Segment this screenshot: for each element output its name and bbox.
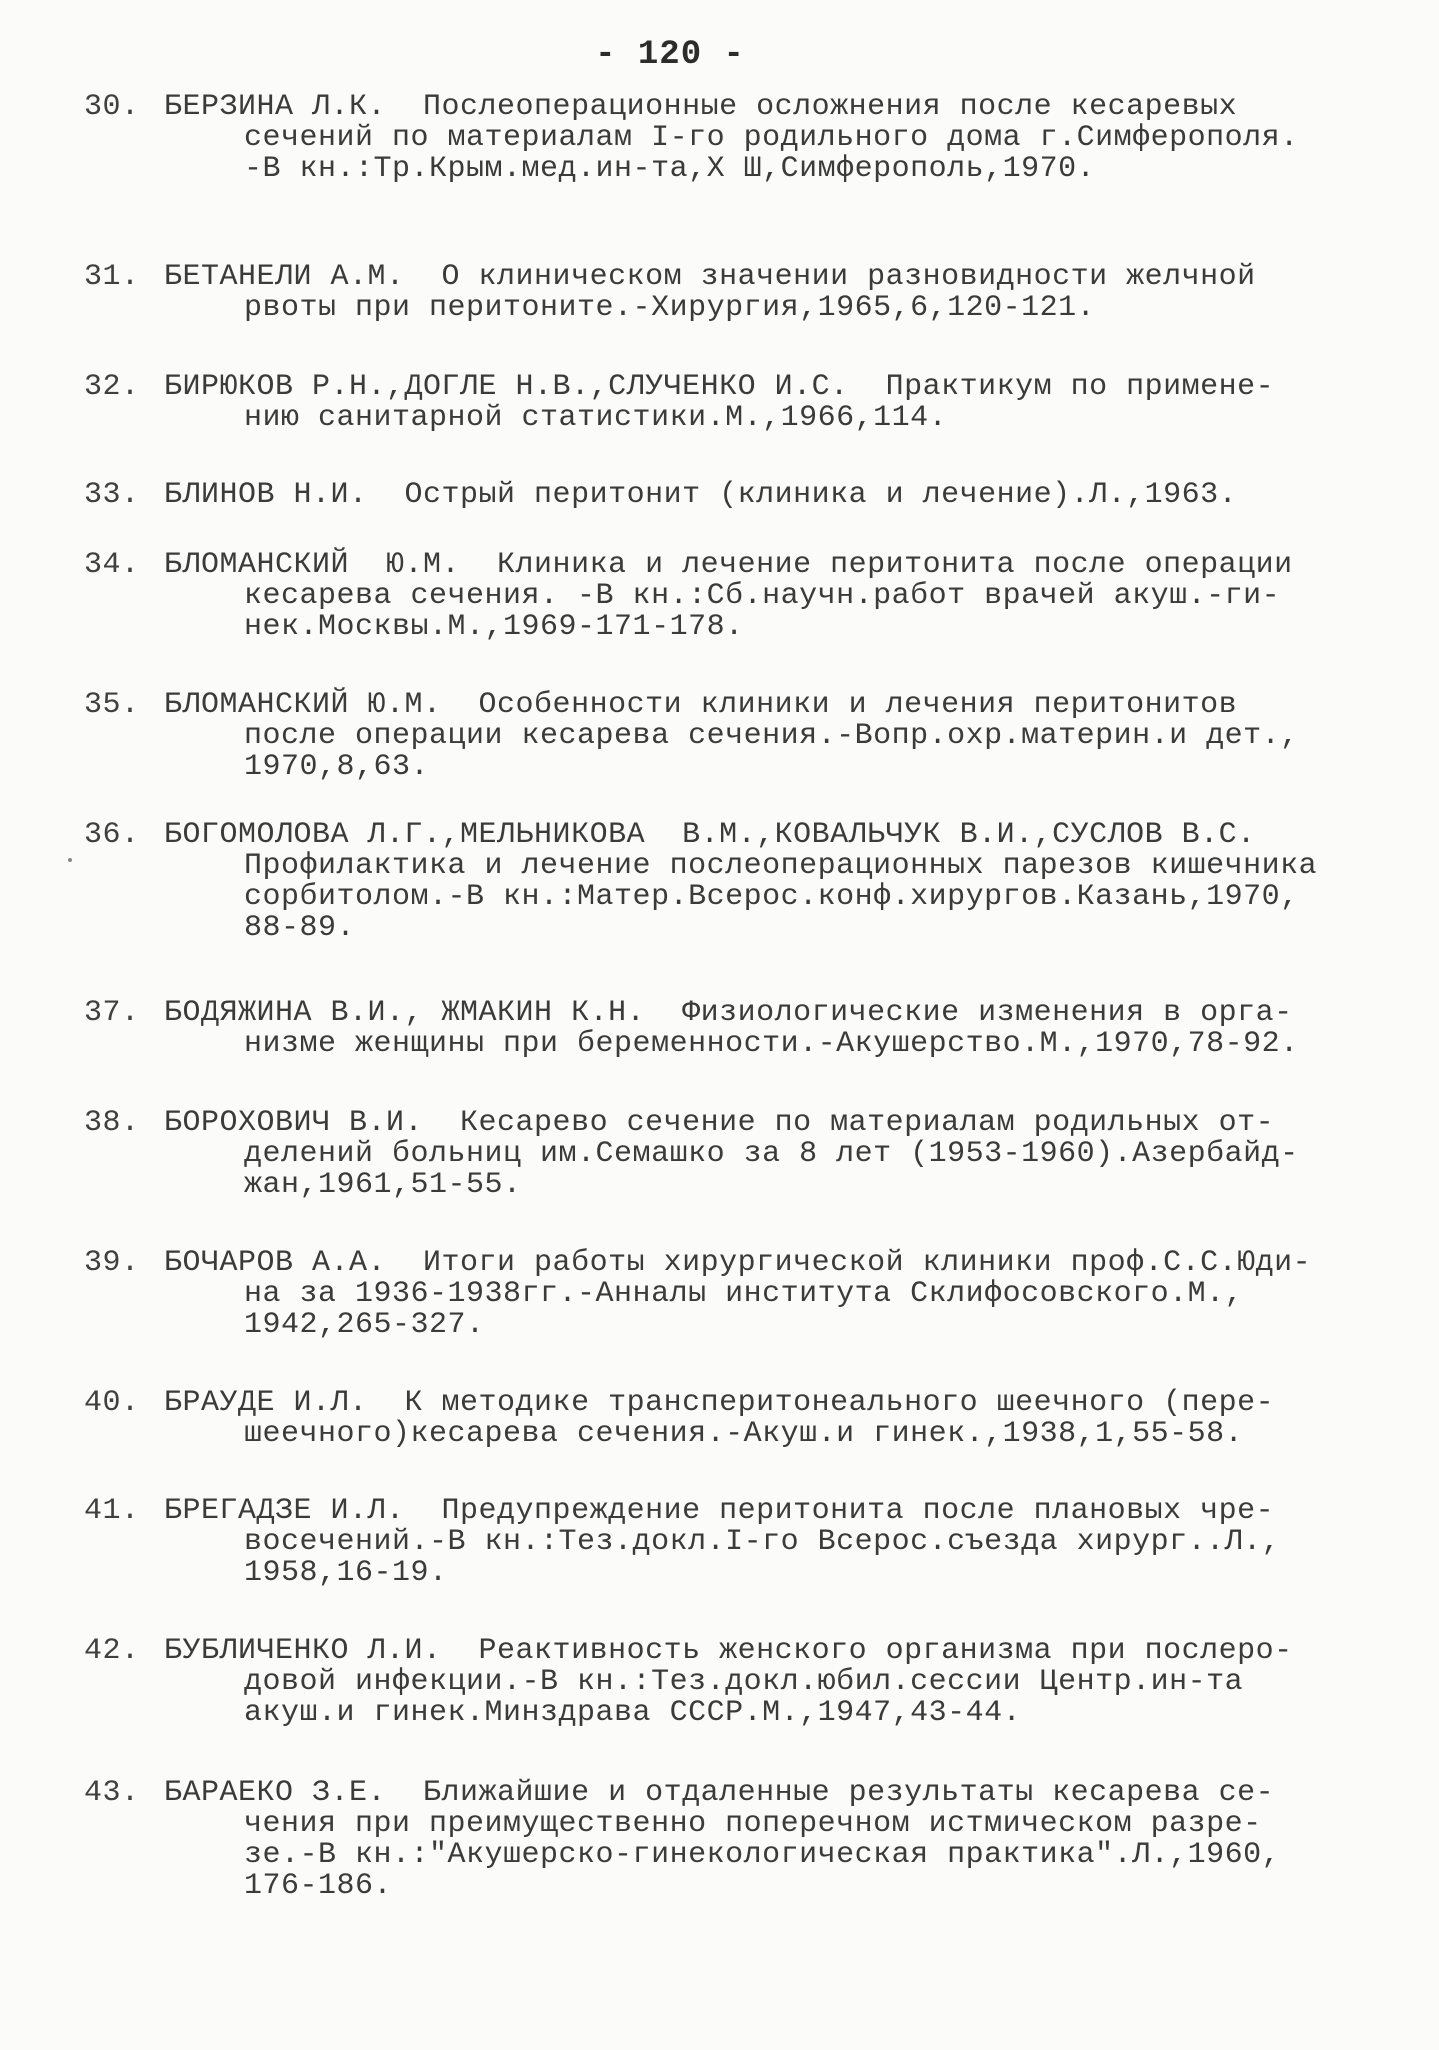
entry-continuation-line: акуш.и гинек.Минздрава СССР.М.,1947,43-44.	[244, 1696, 1022, 1730]
entry-continuation-line: нию санитарной статистики.М.,1966,114.	[244, 401, 948, 435]
entry-first-line	[84, 1248, 1374, 1279]
entry-number: 32.	[84, 370, 140, 404]
entry-continuation-line: -В кн.:Тр.Крым.мед.ин-та,Х Ш,Симферополь,1970.	[244, 152, 1096, 186]
entry-continuation-line: довой инфекции.-В кн.:Тез.докл.юбил.сессии Центр.ин-та	[244, 1665, 1244, 1699]
entry-continuation-line: делений больниц им.Семашко за 8 лет (1953-1960).Азербайд-	[244, 1137, 1299, 1171]
entry-continuation-line: низме женщины при беременности.-Акушерство.М.,1970,78-92.	[244, 1027, 1299, 1061]
bibliography-entry	[84, 820, 1374, 944]
entry-continuation-line: 1970,8,63.	[244, 750, 430, 784]
bibliography-entry	[84, 372, 1374, 434]
entry-continuation-line: кесарева сечения. -В кн.:Сб.научн.работ врачей акуш.-ги-	[244, 579, 1281, 613]
entry-first-line	[84, 820, 1374, 851]
bibliography-entry	[84, 1388, 1374, 1450]
entry-number: 30.	[84, 90, 140, 124]
entry-continuation-line: чения при преимущественно поперечном истмическом разре-	[244, 1807, 1262, 1841]
entry-continuation-line: 1958,16-19.	[244, 1556, 448, 1590]
entry-number: 43.	[84, 1776, 140, 1810]
entry-number: 37.	[84, 996, 140, 1030]
entry-number: 36.	[84, 818, 140, 852]
entry-number: 33.	[84, 478, 140, 512]
entry-number: 39.	[84, 1246, 140, 1280]
entry-continuation-line: 176-186.	[244, 1869, 393, 1903]
entry-text: БЛОМАНСКИЙ Ю.М. Клиника и лечение перитонита после операции	[164, 548, 1293, 582]
entry-text: БОДЯЖИНА В.И., ЖМАКИН К.Н. Физиологические изменения в орга-	[164, 996, 1293, 1030]
entry-first-line	[84, 690, 1374, 721]
entry-number: 38.	[84, 1106, 140, 1140]
entry-text: БРЕГАДЗЕ И.Л. Предупреждение перитонита после плановых чре-	[164, 1494, 1275, 1528]
entry-text: БЛИНОВ Н.И. Острый перитонит (клиника и лечение).Л.,1963.	[164, 478, 1238, 512]
bibliography-entry	[84, 1496, 1374, 1589]
entry-text: БРАУДЕ И.Л. К методике трансперитонеального шеечного (пере-	[164, 1386, 1275, 1420]
entry-continuation-line: 88-89.	[244, 911, 356, 945]
page-number: - 120 -	[595, 36, 745, 74]
entry-continuation-line: сечений по материалам I-го родильного дома г.Симферополя.	[244, 121, 1299, 155]
entry-continuation-line: после операции кесарева сечения.-Вопр.охр.материн.и дет.,	[244, 719, 1299, 753]
entry-continuation-line: нек.Москвы.М.,1969-171-178.	[244, 610, 744, 644]
entry-text: БЕТАНЕЛИ А.М. О клиническом значении разновидности желчной	[164, 260, 1256, 294]
entry-continuation-line: восечений.-В кн.:Тез.докл.I-го Всерос.съезда хирург..Л.,	[244, 1525, 1281, 1559]
entry-first-line	[84, 998, 1374, 1029]
entry-continuation-line: сорбитолом.-В кн.:Матер.Всерос.конф.хирургов.Казань,1970,	[244, 880, 1299, 914]
entry-first-line	[84, 262, 1374, 293]
bibliography-entry	[84, 550, 1374, 643]
entry-first-line	[84, 372, 1374, 403]
entry-continuation-line: на за 1936-1938гг.-Анналы института Склифосовского.М.,	[244, 1277, 1244, 1311]
bibliography-entry	[84, 1636, 1374, 1729]
entry-text: БЛОМАНСКИЙ Ю.М. Особенности клиники и лечения перитонитов	[164, 688, 1238, 722]
entry-text: БАРАЕКО З.Е. Ближайшие и отдаленные результаты кесарева се-	[164, 1776, 1275, 1810]
entry-continuation-line: Профилактика и лечение послеоперационных парезов кишечника	[244, 849, 1318, 883]
scan-speck	[68, 858, 72, 862]
entry-number: 31.	[84, 260, 140, 294]
bibliography-entry	[84, 262, 1374, 324]
entry-number: 41.	[84, 1494, 140, 1528]
entry-text: БОГОМОЛОВА Л.Г.,МЕЛЬНИКОВА В.М.,КОВАЛЬЧУК В.И.,СУСЛОВ В.С.	[164, 818, 1256, 852]
entry-first-line	[84, 92, 1374, 123]
entry-text: БЕРЗИНА Л.К. Послеоперационные осложнения после кесаревых	[164, 90, 1238, 124]
entry-first-line	[84, 1108, 1374, 1139]
entry-text: БОЧАРОВ А.А. Итоги работы хирургической клиники проф.С.С.Юди-	[164, 1246, 1312, 1280]
bibliography-entry	[84, 1248, 1374, 1341]
entry-continuation-line: жан,1961,51-55.	[244, 1168, 522, 1202]
entry-first-line	[84, 1636, 1374, 1667]
entry-continuation-line: рвоты при перитоните.-Хирургия,1965,6,120-121.	[244, 291, 1096, 325]
entry-number: 35.	[84, 688, 140, 722]
bibliography-entry	[84, 480, 1374, 511]
entry-text: БИРЮКОВ Р.Н.,ДОГЛЕ Н.В.,СЛУЧЕНКО И.С. Практикум по примене-	[164, 370, 1275, 404]
entry-text: БУБЛИЧЕНКО Л.И. Реактивность женского организма при послеро-	[164, 1634, 1293, 1668]
entry-first-line	[84, 550, 1374, 581]
entry-number: 34.	[84, 548, 140, 582]
entry-continuation-line: 1942,265-327.	[244, 1308, 485, 1342]
bibliography-entry	[84, 1778, 1374, 1902]
entry-text: БОРОХОВИЧ В.И. Кесарево сечение по материалам родильных от-	[164, 1106, 1275, 1140]
entry-continuation-line: шеечного)кесарева сечения.-Акуш.и гинек.,1938,1,55-58.	[244, 1417, 1244, 1451]
entry-first-line	[84, 480, 1374, 511]
entry-first-line	[84, 1388, 1374, 1419]
entry-number: 40.	[84, 1386, 140, 1420]
entry-first-line	[84, 1778, 1374, 1809]
entry-first-line	[84, 1496, 1374, 1527]
bibliography-entry	[84, 690, 1374, 783]
bibliography-entry	[84, 92, 1374, 185]
entry-number: 42.	[84, 1634, 140, 1668]
bibliography-entry	[84, 1108, 1374, 1201]
entry-continuation-line: зе.-В кн.:"Акушерско-гинекологическая практика".Л.,1960,	[244, 1838, 1281, 1872]
bibliography-entry	[84, 998, 1374, 1060]
